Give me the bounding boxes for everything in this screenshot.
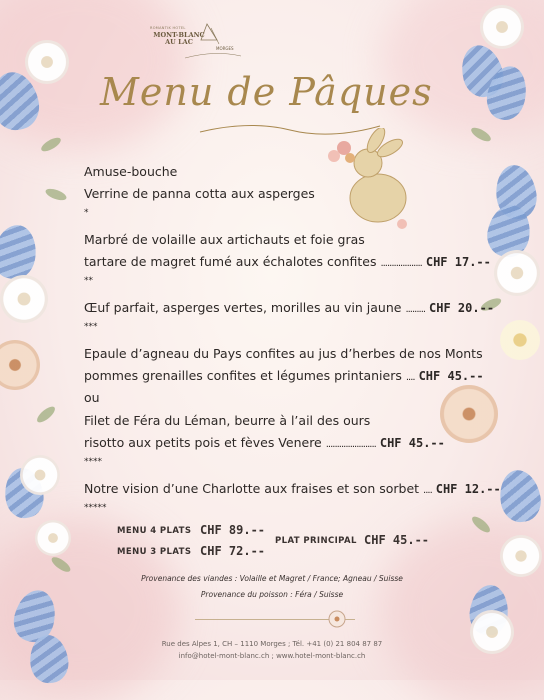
or-connector: ou <box>84 390 100 405</box>
white-flower-icon <box>494 250 540 296</box>
menu3-price: CHF 72.-- <box>200 544 266 558</box>
dessert-price: CHF 12.-- <box>435 482 501 496</box>
fish-price: CHF 45.-- <box>379 436 445 450</box>
leaf-icon <box>35 404 58 425</box>
leader-dots: ................... <box>380 258 422 269</box>
white-flower-icon <box>0 275 48 323</box>
divider-flower-icon <box>327 609 347 629</box>
dessert-text: Notre vision d’une Charlotte aux fraises et son sorbet <box>84 481 420 496</box>
white-flower-icon <box>35 520 71 556</box>
course-separator: ** <box>84 276 93 286</box>
amuse-heading: Amuse-bouche <box>84 164 178 179</box>
egg-text: Œuf parfait, asperges vertes, morilles au vin jaune <box>84 300 402 315</box>
dessert-dish <box>84 481 501 496</box>
white-flower-icon <box>25 40 69 84</box>
logo-name-line1: MONT-BLANC <box>153 31 205 39</box>
logo-name-line2: AU LAC <box>165 38 193 46</box>
peach-flower-icon <box>440 385 498 443</box>
menu4-label: MENU 4 PLATS <box>117 526 192 536</box>
logo-name <box>148 32 210 46</box>
peach-flower-icon <box>0 340 40 390</box>
provenance-meat: Provenance des viandes : Volaille et Magret / France; Agneau / Suisse <box>141 574 403 583</box>
bunny-icon <box>320 128 420 238</box>
easter-egg-icon <box>496 467 544 525</box>
course-separator: **** <box>84 457 102 467</box>
leader-dots: ....................... <box>325 439 376 450</box>
white-flower-icon <box>20 455 60 495</box>
main-course-price: CHF 45.-- <box>364 533 430 547</box>
egg-price: CHF 20.-- <box>429 301 495 315</box>
lamb-line1: Epaule d’agneau du Pays confites au jus d’herbes de nos Monts <box>84 346 483 361</box>
course-separator: * <box>84 208 89 218</box>
starter-line2 <box>84 254 491 269</box>
logo-subtitle: ROMANTIK HOTEL <box>150 26 186 30</box>
provenance-fish: Provenance du poisson : Féra / Suisse <box>200 590 344 599</box>
leader-dots: .... <box>423 485 432 496</box>
menu4-price: CHF 89.-- <box>200 523 266 537</box>
amuse-dish: Verrine de panna cotta aux asperges <box>84 186 315 201</box>
fish-line2 <box>84 435 445 450</box>
starter-price: CHF 17.-- <box>425 255 491 269</box>
page-title: Menu de Pâques <box>100 70 433 114</box>
fish-text: risotto aux petits pois et fèves Venere <box>84 435 322 450</box>
leader-dots: .... <box>405 372 415 383</box>
white-flower-icon <box>500 535 542 577</box>
footer-contact: info@hotel-mont-blanc.ch ; www.hotel-mont-blanc.ch <box>178 652 366 660</box>
main-course-label: PLAT PRINCIPAL <box>275 536 357 546</box>
lamb-price: CHF 45.-- <box>418 369 484 383</box>
menu3-label: MENU 3 PLATS <box>117 547 192 557</box>
egg-dish <box>84 300 494 315</box>
starter-text: tartare de magret fumé aux échalotes confites <box>84 254 377 269</box>
daffodil-icon <box>500 320 540 360</box>
leaf-icon <box>44 187 68 203</box>
starter-line1: Marbré de volaille aux artichauts et foie gras <box>84 232 365 247</box>
footer-address: Rue des Alpes 1, CH – 1110 Morges ; Tél. +41 (0) 21 804 87 87 <box>161 640 383 648</box>
lamb-text: pommes grenailles confites et légumes printaniers <box>84 368 402 383</box>
easter-egg-icon <box>0 222 40 282</box>
lamb-line2 <box>84 368 484 383</box>
logo-location: MORGES <box>216 46 234 51</box>
course-separator: ***** <box>84 503 107 513</box>
course-separator: *** <box>84 322 98 332</box>
leader-dots: ......... <box>405 304 426 315</box>
fish-line1: Filet de Féra du Léman, beurre à l’ail des ours <box>84 413 371 428</box>
white-flower-icon <box>480 5 524 49</box>
